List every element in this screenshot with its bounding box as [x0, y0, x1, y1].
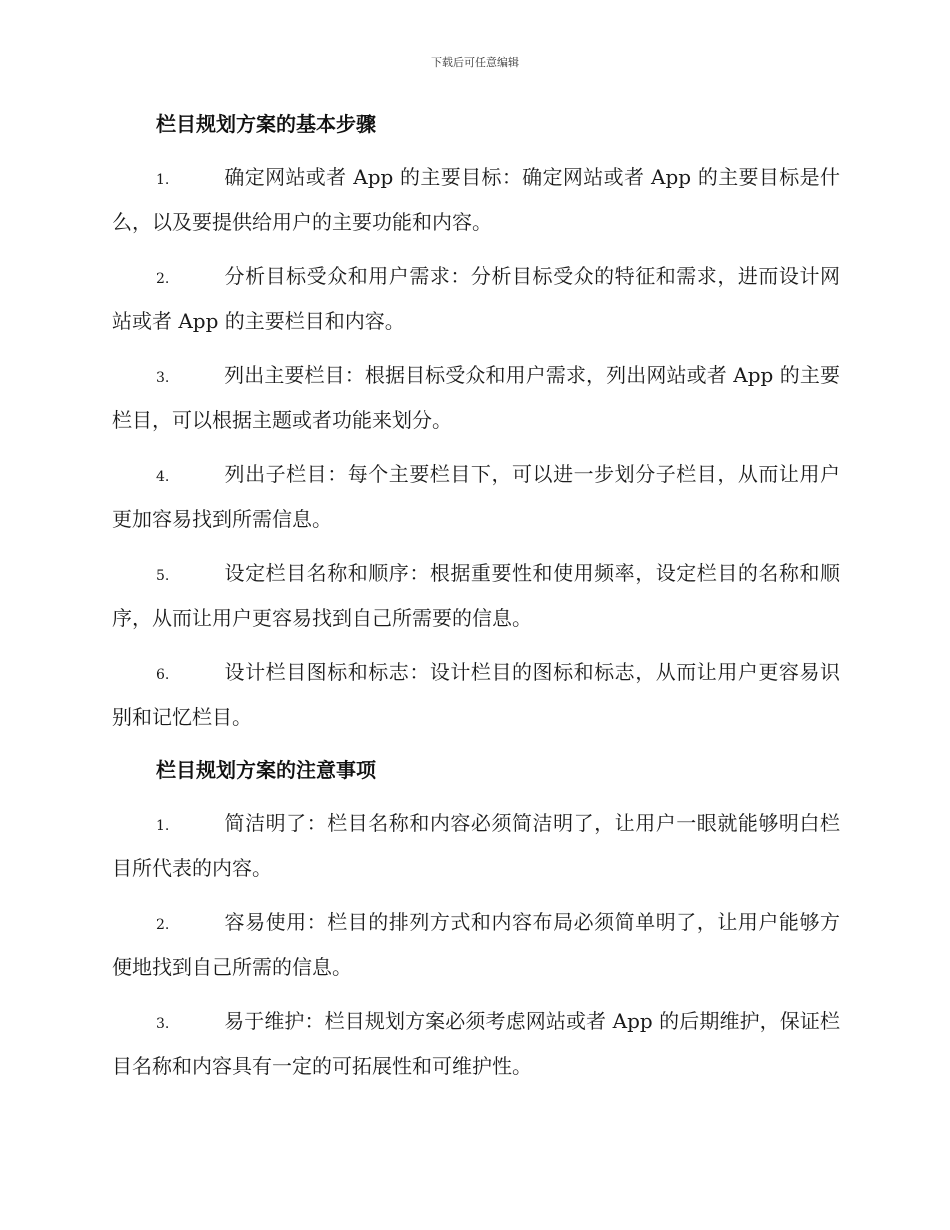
item-text: 简洁明了：栏目名称和内容必须简洁明了，让用户一眼就能够明白栏目所代表的内容。 [112, 811, 840, 880]
list-item [112, 802, 840, 889]
document-body [112, 110, 840, 1099]
item-text: 设计栏目图标和标志：设计栏目的图标和标志，从而让用户更容易识别和记忆栏目。 [112, 660, 840, 729]
list-item [112, 651, 840, 738]
item-text: 设定栏目名称和顺序：根据重要性和使用频率，设定栏目的名称和顺序，从而让用户更容易找到自己所需要的信息。 [112, 561, 840, 630]
section-title-steps: 栏目规划方案的基本步骤 [156, 112, 376, 136]
list-item [112, 156, 840, 243]
item-text: 分析目标受众和用户需求：分析目标受众的特征和需求，进而设计网站或者 App 的主要栏目和内容。 [112, 264, 840, 333]
item-number: 3. [156, 370, 170, 386]
item-text: 确定网站或者 App 的主要目标：确定网站或者 App 的主要目标是什么，以及要提供给用户的主要功能和内容。 [112, 165, 840, 234]
item-text: 列出主要栏目：根据目标受众和用户需求，列出网站或者 App 的主要栏目，可以根据主题或者功能来划分。 [112, 363, 840, 432]
item-number: 2. [156, 917, 170, 933]
item-number: 1. [156, 172, 170, 188]
item-number: 5. [156, 568, 170, 584]
section-title-notes: 栏目规划方案的注意事项 [156, 758, 376, 782]
list-item [112, 1000, 840, 1087]
item-text: 容易使用：栏目的排列方式和内容布局必须简单明了，让用户能够方便地找到自己所需的信息。 [112, 910, 840, 979]
item-number: 2. [156, 271, 170, 287]
item-text: 列出子栏目：每个主要栏目下，可以进一步划分子栏目，从而让用户更加容易找到所需信息。 [112, 462, 840, 531]
item-number: 4. [156, 469, 170, 485]
item-text: 易于维护：栏目规划方案必须考虑网站或者 App 的后期维护，保证栏目名称和内容具有一定的可拓展性和可维护性。 [112, 1009, 840, 1078]
list-item [112, 552, 840, 639]
list-item [112, 255, 840, 342]
item-number: 6. [156, 667, 170, 683]
list-item [112, 354, 840, 441]
list-item [112, 453, 840, 540]
item-number: 3. [156, 1016, 170, 1032]
header-note: 下载后可任意编辑 [431, 56, 519, 69]
list-item [112, 901, 840, 988]
item-number: 1. [156, 818, 170, 834]
